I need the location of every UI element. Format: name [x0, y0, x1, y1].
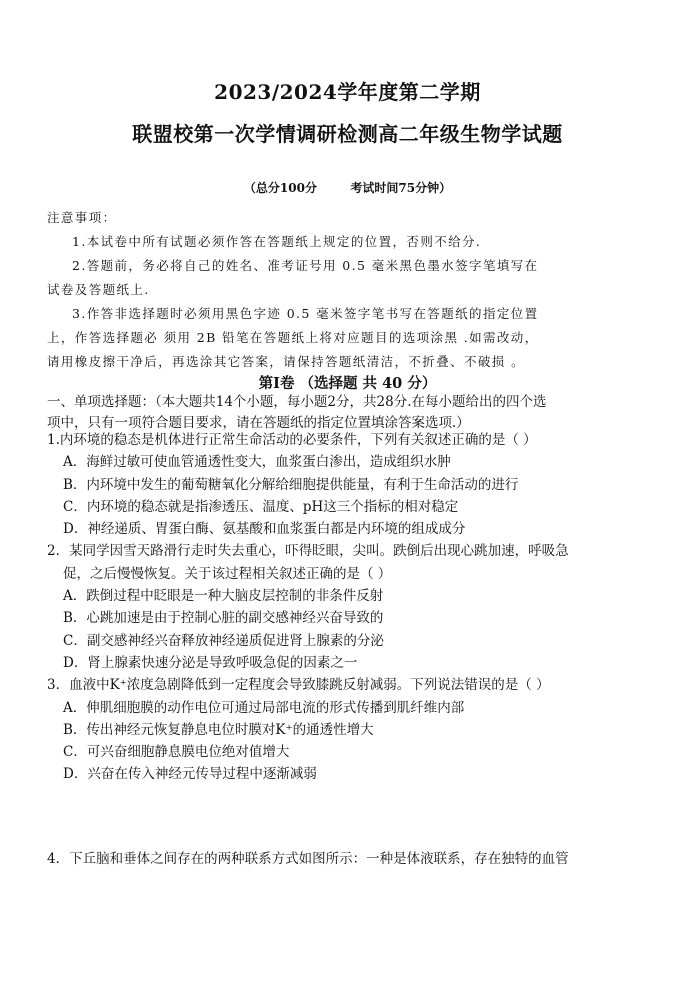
question-2-option-c: C．副交感神经兴奋释放神经递质促进肾上腺素的分泌: [63, 632, 384, 649]
question-3-option-d: D．兴奋在传入神经元传导过程中逐渐减弱: [63, 766, 317, 783]
question-1-stem: 1.内环境的稳态是机体进行正常生命活动的必要条件，下列有关叙述正确的是（ ）: [47, 432, 537, 448]
question-1-option-a: A．海鲜过敏可使血管通透性变大，血浆蛋白渗出，造成组织水肿: [63, 454, 451, 471]
question-2-option-d: D．肾上腺素快速分泌是导致呼吸急促的因素之一: [63, 654, 358, 671]
exam-subtitle-score-time: （总分100分 考试时间75分钟）: [243, 181, 452, 195]
question-2-stem-line-1: 2．某同学因雪天路滑行走时失去重心，吓得眨眼，尖叫。跌倒后出现心跳加速，呼吸急: [47, 543, 569, 560]
question-1-option-d: D．神经递质、胃蛋白酶、氨基酸和血浆蛋白都是内环境的组成成分: [63, 521, 466, 538]
exam-title-main: 联盟校第一次学情调研检测高二年级生物学试题: [132, 122, 563, 146]
question-3-option-b: B．传出神经元恢复静息电位时膜对K⁺的通透性增大: [63, 721, 374, 738]
notes-item-2-line-2: 试卷及答题纸上.: [47, 282, 150, 297]
notes-item-1: 1.本试卷中所有试题必须作答在答题纸上规定的位置，否则不给分.: [72, 234, 482, 249]
question-1-option-c: C．内环境的稳态就是指渗透压、温度、pH这三个指标的相对稳定: [63, 498, 459, 515]
section-instructions: [47, 392, 647, 434]
notes-item-3-line-3: 请用橡皮擦干净后，再选涂其它答案，请保持答题纸清洁，不折叠、不破损 。: [47, 354, 525, 369]
exam-title-term: 2023/2024学年度第二学期: [214, 80, 481, 104]
notes-item-3-line-2: 上，作答选择题必 须用 2B 铅笔在答题纸上将对应题目的选项涂黑 .如需改动，: [47, 330, 539, 345]
question-2-option-a: A．跌倒过程中眨眼是一种大脑皮层控制的非条件反射: [63, 588, 384, 605]
notes-section: [47, 206, 627, 374]
notes-item-3-line-1: 3.作答非选择题时必须用黑色字迹 0.5 毫米签字笔书写在答题纸的指定位置: [72, 306, 539, 321]
question-4-stem: 4．下丘脑和垂体之间存在的两种联系方式如图所示：一种是体液联系，存在独特的血管: [47, 851, 569, 867]
question-3-option-a: A．伸肌细胞膜的动作电位可通过局部电流的形式传播到肌纤维内部: [63, 699, 465, 716]
part-1-title: 第Ⅰ卷 （选择题 共 40 分）: [258, 375, 437, 392]
question-1-option-b: B．内环境中发生的葡萄糖氧化分解给细胞提供能量，有利于生命活动的进行: [63, 476, 519, 493]
section-instructions-line-2: 项中，只有一项符合题目要求，请在答题纸的指定位置填涂答案选项.）: [47, 415, 470, 431]
question-2-option-b: B．心跳加速是由于控制心脏的副交感神经兴奋导致的: [63, 610, 384, 627]
section-instructions-line-1: 一、单项选择题：（本大题共14个小题，每小题2分，共28分.在每小题给出的四个选: [47, 394, 547, 410]
notes-heading: 注意事项：: [47, 210, 117, 225]
question-3-stem: 3．血液中K⁺浓度急剧降低到一定程度会导致膝跳反射减弱。下列说法错误的是（ ）: [47, 677, 550, 694]
notes-item-2-line-1: 2.答题前，务必将自己的姓名、准考证号用 0.5 毫米黑色墨水签字笔填写在: [72, 258, 539, 273]
question-3-option-c: C．可兴奋细胞静息膜电位绝对值增大: [63, 744, 290, 761]
question-2-stem-line-2: 促，之后慢慢恢复。关于该过程相关叙述正确的是（ ）: [63, 565, 392, 582]
questions-list: [47, 429, 647, 786]
